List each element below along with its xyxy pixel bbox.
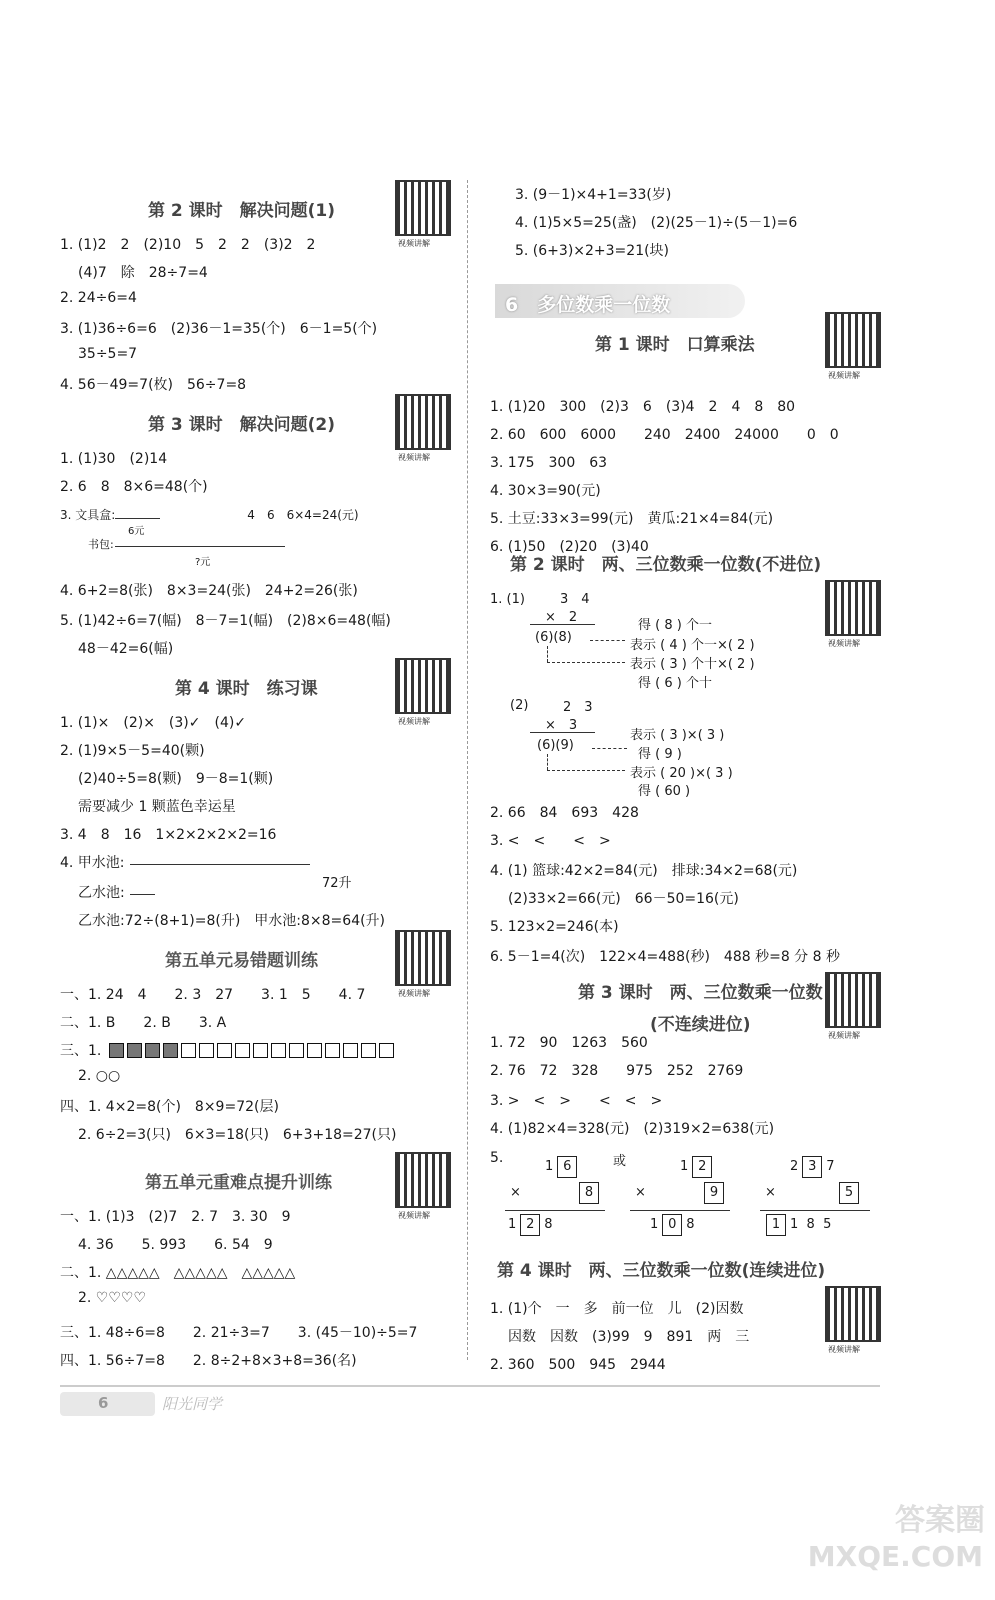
answer-line: 3. > < > < < > bbox=[490, 1093, 663, 1109]
answer-line: 3. 4 8 16 1×2×2×2×2=16 bbox=[60, 827, 277, 843]
brand-logo: 阳光同学 bbox=[162, 1395, 223, 1413]
section-title: 第 3 课时 解决问题(2) bbox=[148, 415, 336, 435]
calc-label: (2) bbox=[510, 698, 529, 713]
vertical-calc: × 9 bbox=[635, 1182, 728, 1204]
bar-diagram bbox=[115, 518, 160, 519]
qr-caption: 视频讲解 bbox=[398, 1211, 430, 1220]
qr-caption: 视频讲解 bbox=[398, 717, 430, 726]
vertical-calc: 1 2 bbox=[680, 1156, 716, 1178]
qr-code-icon[interactable] bbox=[395, 658, 451, 714]
calc-leader bbox=[547, 770, 625, 771]
calc-rule bbox=[505, 1210, 605, 1211]
answer-line: 2. 6÷2=3(只) 6×3=18(只) 6+3+18=27(只) bbox=[78, 1127, 397, 1143]
answer-line: 一、1. 24 4 2. 3 27 3. 1 5 4. 7 bbox=[60, 987, 366, 1003]
answer-line: 1. (1)个 一 多 前一位 儿 (2)因数 bbox=[490, 1301, 744, 1317]
calc-note: 表示 ( 20 )×( 3 ) bbox=[630, 766, 733, 781]
answer-line: 三、1. 48÷6=8 2. 21÷3=7 3. (45－10)÷5=7 bbox=[60, 1325, 418, 1341]
bar-diagram bbox=[130, 894, 155, 895]
answer-line: 二、1. △△△△△ △△△△△ △△△△△ bbox=[60, 1265, 296, 1281]
column-divider bbox=[467, 180, 468, 1360]
calc-label: 1. (1) bbox=[490, 592, 525, 607]
answer-line: 35÷5=7 bbox=[78, 346, 138, 362]
calc-note: 得 ( 9 ) bbox=[638, 747, 682, 762]
answer-line: 四、1. 4×2=8(个) 8×9=72(层) bbox=[60, 1099, 279, 1115]
answer-line: 一、1. (1)3 (2)7 2. 7 3. 30 9 bbox=[60, 1209, 291, 1225]
answer-line: 4. 6+2=8(张) 8×3=24(张) 24+2=26(张) bbox=[60, 583, 358, 599]
qr-caption: 视频讲解 bbox=[828, 1345, 860, 1354]
vertical-calc: 1 0 8 bbox=[650, 1214, 695, 1236]
or-label: 或 bbox=[613, 1154, 627, 1169]
calc-note: 得 ( 6 ) 个十 bbox=[638, 676, 712, 691]
page-badge bbox=[60, 1392, 155, 1416]
answer-line: 4. (1)5×5=25(盏) (2)(25－1)÷(5－1)=6 bbox=[515, 215, 798, 231]
answer-line: 三、1. bbox=[60, 1040, 397, 1060]
answer-line: 1. (1)2 2 (2)10 5 2 2 (3)2 2 bbox=[60, 237, 316, 253]
answer-line: (2)33×2=66(元) 66－50=16(元) bbox=[508, 891, 739, 907]
calc-result: (6)(8) bbox=[535, 630, 572, 645]
section-title: 第 2 课时 解决问题(1) bbox=[148, 201, 336, 221]
calc-note: 表示 ( 4 ) 个一×( 2 ) bbox=[630, 638, 755, 653]
calc-leader bbox=[592, 748, 627, 749]
qr-code-icon[interactable] bbox=[825, 1286, 881, 1342]
calc-rule bbox=[630, 1210, 730, 1211]
section-title: 第 4 课时 练习课 bbox=[175, 679, 318, 699]
qr-code-icon[interactable] bbox=[825, 312, 881, 368]
qr-caption: 视频讲解 bbox=[828, 1031, 860, 1040]
answer-line: 乙水池:72÷(8+1)=8(升) 甲水池:8×8=64(升) bbox=[78, 913, 386, 929]
vertical-calc: 2 3 7 bbox=[790, 1156, 835, 1178]
answer-line: 4. 甲水池: bbox=[60, 855, 125, 871]
calc-leader bbox=[547, 646, 548, 662]
vertical-calc: 1 1 8 5 bbox=[762, 1214, 831, 1236]
bar-label: 72升 bbox=[322, 876, 352, 891]
answer-line: 5. bbox=[490, 1150, 504, 1166]
page-number: 6 bbox=[98, 1394, 109, 1412]
answer-line: 5. 123×2=246(本) bbox=[490, 919, 619, 935]
answer-line: 需要减少 1 颗蓝色幸运星 bbox=[78, 799, 236, 815]
section-title: 第 3 课时 两、三位数乘一位数 bbox=[578, 983, 823, 1003]
answer-line: 2. 66 84 693 428 bbox=[490, 805, 639, 821]
answer-line: 4. 30×3=90(元) bbox=[490, 483, 601, 499]
calc-note: 得 ( 60 ) bbox=[638, 784, 691, 799]
answer-line: 2. ♡♡♡♡ bbox=[78, 1290, 147, 1306]
section-title: 第 4 课时 两、三位数乘一位数(连续进位) bbox=[497, 1261, 826, 1281]
qr-caption: 视频讲解 bbox=[828, 639, 860, 648]
answer-line: 4. 36 5. 993 6. 54 9 bbox=[78, 1237, 273, 1253]
bar-label: 书包: bbox=[88, 538, 114, 551]
qr-code-icon[interactable] bbox=[395, 930, 451, 986]
watermark: MXQE.COM bbox=[807, 1540, 983, 1573]
watermark: 答案圈 bbox=[895, 1503, 985, 1538]
qr-code-icon[interactable] bbox=[825, 580, 881, 636]
calc-multiplier: × 3 bbox=[545, 718, 578, 733]
answer-line: 2. 24÷6=4 bbox=[60, 290, 137, 306]
answer-line: 2. (1)9×5－5=40(颗) bbox=[60, 743, 205, 759]
answer-line: 3. (1)36÷6=6 (2)36－1=35(个) 6－1=5(个) bbox=[60, 321, 378, 337]
answer-line: 2. 360 500 945 2944 bbox=[490, 1357, 666, 1373]
answer-line: 3. (9－1)×4+1=33(岁) bbox=[515, 187, 672, 203]
section-subtitle: (不连续进位) bbox=[650, 1015, 751, 1035]
calc-leader bbox=[547, 754, 548, 770]
answer-line: 48－42=6(幅) bbox=[78, 641, 174, 657]
answer-line: 4. (1) 篮球:42×2=84(元) 排球:34×2=68(元) bbox=[490, 863, 798, 879]
answer-line: 6. (1)50 (2)20 (3)40 bbox=[490, 539, 649, 555]
answer-line: 1. (1)30 (2)14 bbox=[60, 451, 168, 467]
bar-label: ?元 bbox=[195, 557, 211, 568]
bar-diagram bbox=[130, 864, 310, 865]
answer-line: 1. (1)20 300 (2)3 6 (3)4 2 4 8 80 bbox=[490, 399, 796, 415]
answer-line: 四、1. 56÷7=8 2. 8÷2+8×3+8=36(名) bbox=[60, 1353, 357, 1369]
calc-top: 3 4 bbox=[560, 592, 590, 607]
answer-line: 2. ○○ bbox=[78, 1068, 121, 1084]
qr-caption: 视频讲解 bbox=[398, 453, 430, 462]
calc-leader bbox=[547, 662, 625, 663]
answer-line: 二、1. B 2. B 3. A bbox=[60, 1015, 227, 1031]
answer-line: 5. (1)42÷6=7(幅) 8－7=1(幅) (2)8×6=48(幅) bbox=[60, 613, 391, 629]
answer-line: 1. (1)× (2)× (3)✓ (4)✓ bbox=[60, 715, 247, 731]
qr-code-icon[interactable] bbox=[395, 180, 451, 236]
answer-line: 3. 175 300 63 bbox=[490, 455, 608, 471]
qr-caption: 视频讲解 bbox=[398, 239, 430, 248]
answer-line: 因数 因数 (3)99 9 891 两 三 bbox=[508, 1329, 750, 1345]
calc-top: 2 3 bbox=[563, 700, 593, 715]
calc-note: 表示 ( 3 )×( 3 ) bbox=[630, 728, 725, 743]
section-title: 第五单元重难点提升训练 bbox=[145, 1173, 332, 1193]
calc-result: (6)(9) bbox=[537, 738, 574, 753]
calc-multiplier: × 2 bbox=[545, 610, 578, 625]
answer-line: 1. 72 90 1263 560 bbox=[490, 1035, 648, 1051]
section-title: 第五单元易错题训练 bbox=[165, 951, 318, 971]
calc-leader bbox=[590, 640, 625, 641]
qr-caption: 视频讲解 bbox=[828, 371, 860, 380]
calc-rule bbox=[530, 624, 595, 625]
answer-line: (4)7 除 28÷7=4 bbox=[78, 265, 208, 281]
calc-note: 得 ( 8 ) 个一 bbox=[638, 618, 712, 633]
answer-line: 2. 76 72 328 975 252 2769 bbox=[490, 1063, 744, 1079]
calc-note: 表示 ( 3 ) 个十×( 2 ) bbox=[630, 657, 755, 672]
section-title: 第 1 课时 口算乘法 bbox=[595, 335, 755, 355]
answer-line: 3. < < < > bbox=[490, 833, 611, 849]
unit-banner-title: 6 多位数乘一位数 bbox=[505, 294, 671, 316]
answer-line: 4. 56－49=7(枚) 56÷7=8 bbox=[60, 377, 247, 393]
qr-code-icon[interactable] bbox=[395, 1152, 451, 1208]
calc-rule bbox=[760, 1210, 870, 1211]
bar-label: 6元 bbox=[128, 526, 145, 537]
vertical-calc: 1 6 bbox=[545, 1156, 581, 1178]
calc-rule bbox=[530, 732, 595, 733]
answer-line: 乙水池: bbox=[78, 885, 125, 901]
qr-code-icon[interactable] bbox=[395, 394, 451, 450]
answer-line: 4. (1)82×4=328(元) (2)319×2=638(元) bbox=[490, 1121, 775, 1137]
bar-diagram bbox=[115, 546, 285, 547]
answer-line: (2)40÷5=8(颗) 9－8=1(颗) bbox=[78, 771, 274, 787]
answer-line: 2. 6 8 8×6=48(个) bbox=[60, 479, 208, 495]
vertical-calc: × 5 bbox=[765, 1182, 863, 1204]
answer-line: 5. (6+3)×2+3=21(块) bbox=[515, 243, 670, 259]
answer-line: 2. 60 600 6000 240 2400 24000 0 0 bbox=[490, 427, 839, 443]
footer-rule bbox=[60, 1385, 880, 1387]
qr-caption: 视频讲解 bbox=[398, 989, 430, 998]
answer-line: 5. 土豆:33×3=99(元) 黄瓜:21×4=84(元) bbox=[490, 511, 774, 527]
vertical-calc: 1 2 8 bbox=[508, 1214, 553, 1236]
answer-line: 3. 文具盒: 4 6 6×4=24(元) bbox=[60, 508, 359, 522]
vertical-calc: × 8 bbox=[510, 1182, 603, 1204]
qr-code-icon[interactable] bbox=[825, 972, 881, 1028]
answer-line: 6. 5－1=4(次) 122×4=488(秒) 488 秒=8 分 8 秒 bbox=[490, 949, 840, 965]
section-title: 第 2 课时 两、三位数乘一位数(不进位) bbox=[510, 555, 822, 575]
